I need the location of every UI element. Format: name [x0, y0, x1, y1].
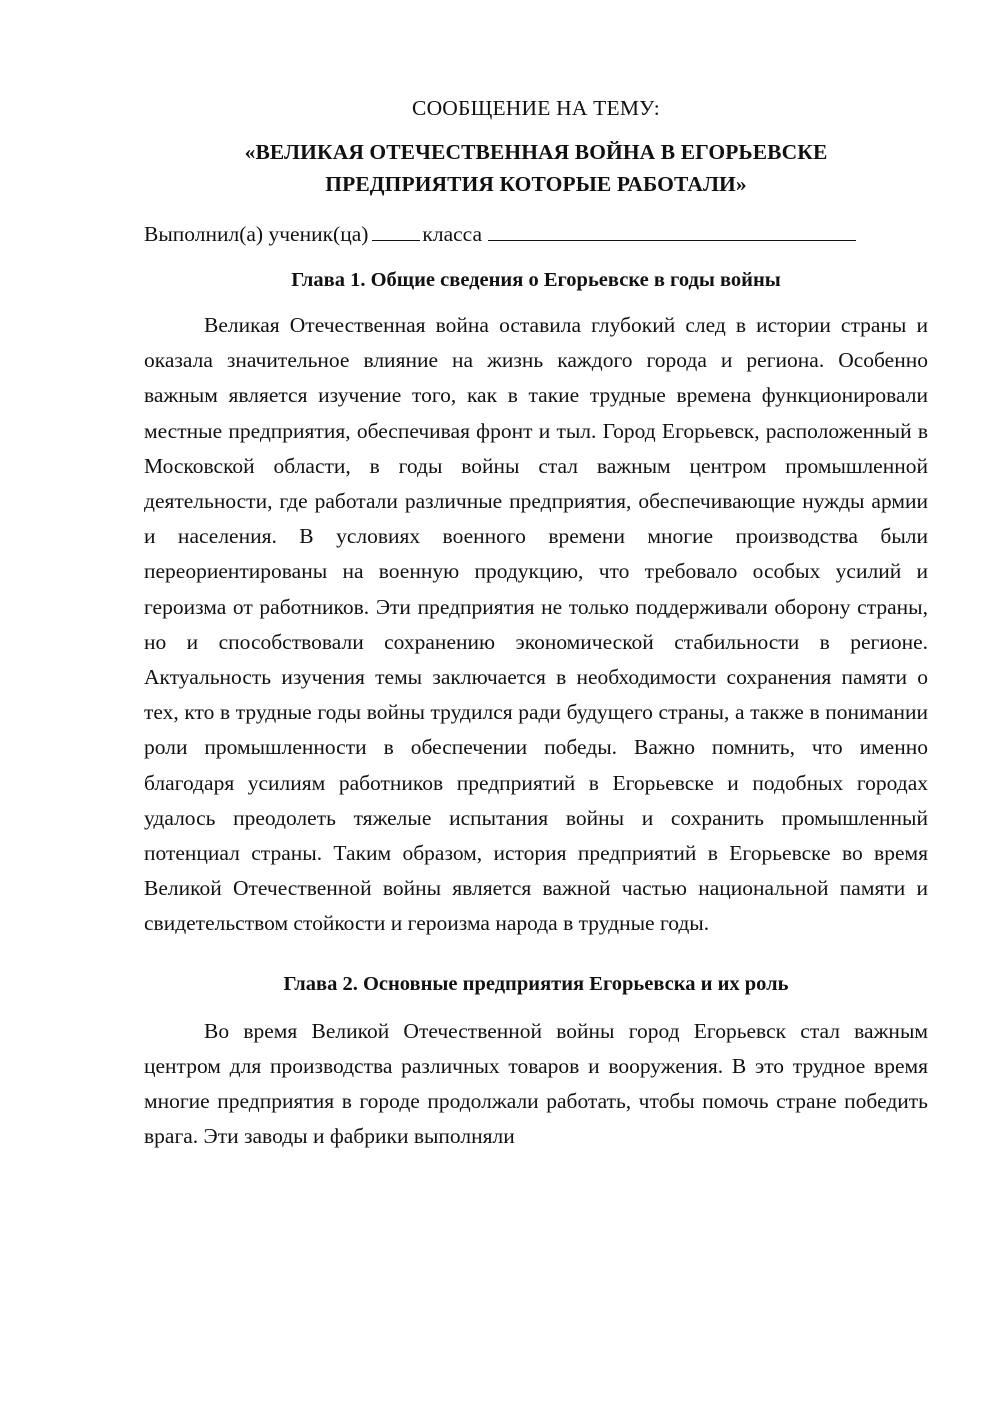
chapter-2-paragraph: Во время Великой Отечественной войны город Егорьевск стал важным центром для производства различных товаров и вооружения. В это трудное время многие предприятия в городе продолжали работать, чтобы помочь стране победить врага. Эти заводы и фабрики выполняли	[144, 1018, 928, 1149]
chapter-1-paragraph: Великая Отечественная война оставила глубокий след в истории страны и оказала значительное влияние на жизнь каждого города и региона. Особенно важным является изучение того, как в такие трудные времена функционировали местные предприятия, обеспечивая фронт и тыл. Город Егорьевск, расположенный в Московской области, в годы войны стал важным центром промышленной деятельности, где работали различные предприятия, обеспечивающие нужды армии и населения. В условиях военного времени многие производства были переориентированы на военную продукцию, что требовало особых усилий и героизма от работников. Эти предприятия не только поддерживали оборону страны, но и способствовали сохранению экономической стабильности в регионе. Актуальность изучения темы заключается в необходимости сохранения памяти о тех, кто в трудные годы войны трудился ради будущего страны, а также в понимании роли промышленности в обеспечении победы. Важно помнить, что именно благодаря усилиям работников предприятий в Егорьевске и подобных городах удалось преодолеть тяжелые испытания войны и сохранить промышленный потенциал страны. Таким образом, история предприятий в Егорьевске во время Великой Отечественной войны является важной частью национальной памяти и свидетельством стойкости и героизма народа в трудные годы.	[144, 313, 928, 936]
document-title	[144, 136, 928, 200]
document-title-line-2: ПРЕДПРИЯТИЯ КОТОРЫЕ РАБОТАЛИ»	[325, 172, 747, 196]
document-title-line-1: «ВЕЛИКАЯ ОТЕЧЕСТВЕННАЯ ВОЙНА В ЕГОРЬЕВСКЕ	[244, 140, 828, 164]
document-topic: СООБЩЕНИЕ НА ТЕМУ:	[412, 96, 660, 120]
class-number-blank	[372, 220, 420, 241]
author-line	[144, 218, 928, 250]
author-label: Выполнил(а) ученик(ца)	[144, 222, 369, 246]
chapter-2-heading: Глава 2. Основные предприятия Егорьевска и их роль	[283, 972, 789, 995]
student-name-blank	[488, 220, 856, 241]
class-label: класса	[422, 222, 483, 246]
chapter-1-heading: Глава 1. Общие сведения о Егорьевске в годы войны	[291, 269, 781, 291]
